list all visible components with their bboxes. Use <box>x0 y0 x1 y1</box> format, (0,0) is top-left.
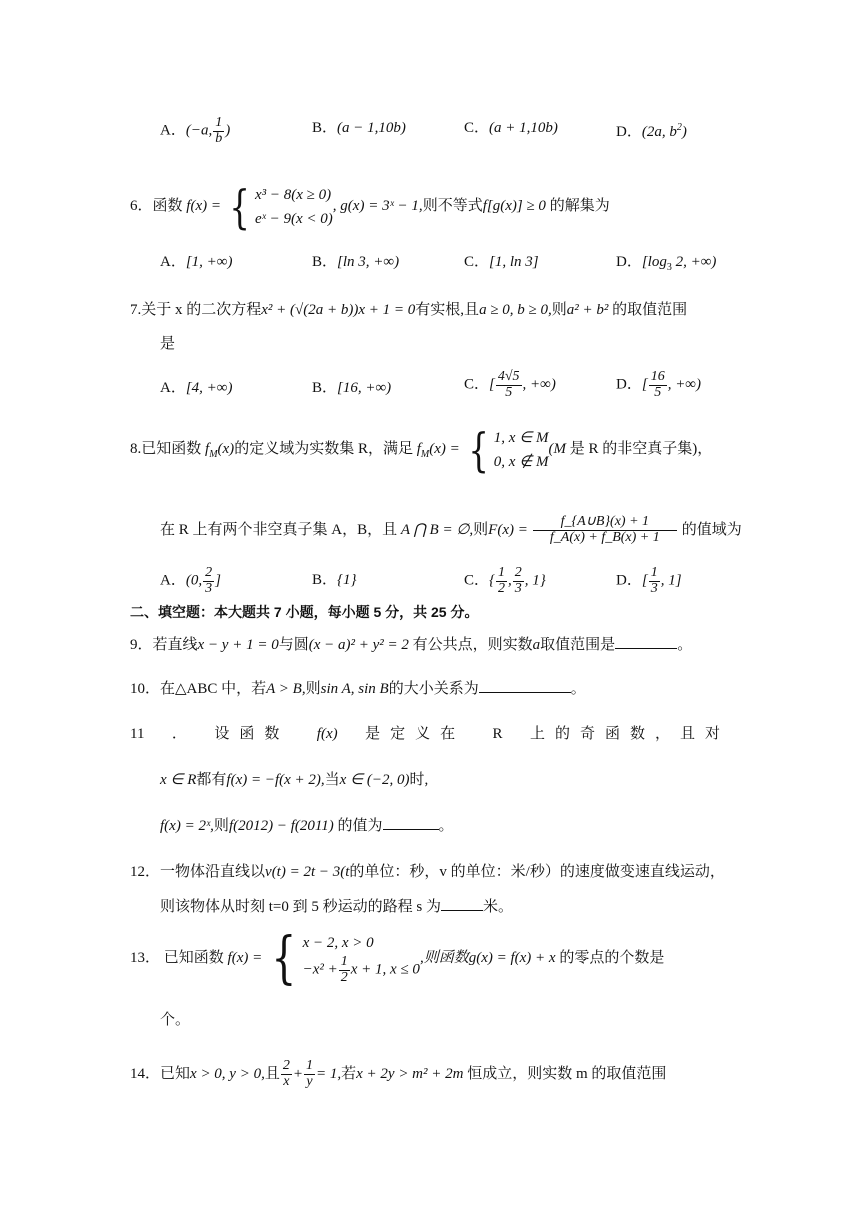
question-10: 10．在△ABC 中，若A > B,则sin A, sin B的大小关系为 。 <box>130 681 586 697</box>
question-12-line2: 则该物体从时刻 t=0 到 5 秒运动的路程 s 为 米。 <box>160 899 513 915</box>
answer-blank[interactable] <box>441 910 483 911</box>
question-9: 9．若直线x − y + 1 = 0与圆(x − a)² + y² = 2 有公共点，则实数a取值范围是 。 <box>130 637 693 653</box>
q7-option-d: D．[ $\frac{16}{5}$ , +∞) <box>616 369 701 400</box>
q8-option-d: D．[ $\frac{1}{3}$ , 1] <box>616 565 682 596</box>
piecewise: { 1, x ∈ M 0, x ∉ M <box>467 422 549 477</box>
answer-blank[interactable] <box>383 829 439 830</box>
fraction: $\frac{f\_\{A\cup B\}(x) + 1}{f\_A(x) + f\_B(x) + 1}$ <box>533 515 677 545</box>
question-11-line2: x ∈ R都有f(x) = −f(x + 2),当x ∈ (−2, 0)时, <box>160 772 429 788</box>
question-11: 11 ． 设函数 f(x) 是定义在 R 上的奇函数，且对 <box>130 726 730 742</box>
q5-option-a: A．(−a, $\frac{1}{b}$ ) <box>160 115 231 146</box>
question-8-line2: 在 R 上有两个非空真子集 A，B，且 A ⋂ B = ∅,则F(x) = $\frac{f\_\{A\cup B\}(x) + 1}{f\_A(x) + f\_B(x) + 1}$ 的值域为 <box>160 514 742 546</box>
fraction: $\frac{1}{b}$ <box>215 115 223 146</box>
q8-option-a: A．(0, $\frac{2}{3}$ ] <box>160 565 221 596</box>
question-6: 6．函数 f(x) = { x³ − 8(x ≥ 0) eˣ − 9(x < 0) , g(x) = 3ˣ − 1,则不等式f[g(x)] ≥ 0 的解集为 <box>130 179 610 234</box>
q5-option-b: B．(a − 1,10b) <box>312 120 406 136</box>
section-title: 二、填空题：本大题共 7 小题，每小题 5 分，共 25 分。 <box>130 604 479 620</box>
piecewise: { x³ − 8(x ≥ 0) eˣ − 9(x < 0) <box>229 179 333 234</box>
question-13: 13． 已知函数 f(x) = { x − 2, x > 0 −x² + $\frac{1}{2}$ x + 1, x ≤ 0 ,则函数g(x) = f(x) + x 的零点的个数是 <box>130 925 665 991</box>
q7-option-a: A．[4, +∞) <box>160 380 233 396</box>
q8-option-b: B．{1} <box>312 572 357 588</box>
q8-option-c: C．{ $\frac{1}{2}$ , $\frac{2}{3}$ , 1} <box>464 565 546 596</box>
question-8: 8.已知函数 $f_M(x)$的定义域为实数集 R，满足 $f_M(x)$ = { 1, x ∈ M 0, x ∉ M (M 是 R 的非空真子集)， <box>130 422 713 477</box>
q7-option-b: B．[16, +∞) <box>312 380 392 396</box>
q7-option-c: C．[ $\frac{4√5}{5}$ , +∞) <box>464 369 556 400</box>
q6-option-d: D．[$\log_3$ 2, +∞) <box>616 254 717 273</box>
answer-blank[interactable] <box>615 648 677 649</box>
answer-blank[interactable] <box>479 692 571 693</box>
question-11-line3: f(x) = 2ˣ,则f(2012) − f(2011) 的值为 。 <box>160 818 454 834</box>
option-math: (−a, <box>185 122 213 139</box>
question-12: 12．一物体沿直线以v(t) = 2t − 3(t的单位：秒，v 的单位：米/秒）的速度做变速直线运动， <box>130 864 725 880</box>
question-14: 14．已知x > 0, y > 0,且 $\frac{2}{x}$ + $\frac{1}{y}$ = 1,若x + 2y > m² + 2m 恒成立，则实数 m 的取值范围 <box>130 1058 667 1090</box>
q6-option-b: B．[ln 3, +∞) <box>312 254 400 270</box>
question-13-line2: 个。 <box>160 1012 191 1028</box>
piecewise: { x − 2, x > 0 −x² + $\frac{1}{2}$ x + 1, x ≤ 0 <box>271 925 420 991</box>
question-7-line2: 是 <box>160 336 176 352</box>
q5-option-c: C．(a + 1,10b) <box>464 120 558 136</box>
option-label: A． <box>160 122 186 139</box>
q5-option-d: D．(2a, $b^2$) <box>616 122 687 140</box>
q6-option-a: A．[1, +∞) <box>160 254 233 270</box>
question-7: 7.关于 x 的二次方程x² + (√(2a + b))x + 1 = 0有实根,且a ≥ 0, b ≥ 0,则a² + b² 的取值范围 <box>130 302 688 318</box>
q6-option-c: C．[1, ln 3] <box>464 254 539 270</box>
